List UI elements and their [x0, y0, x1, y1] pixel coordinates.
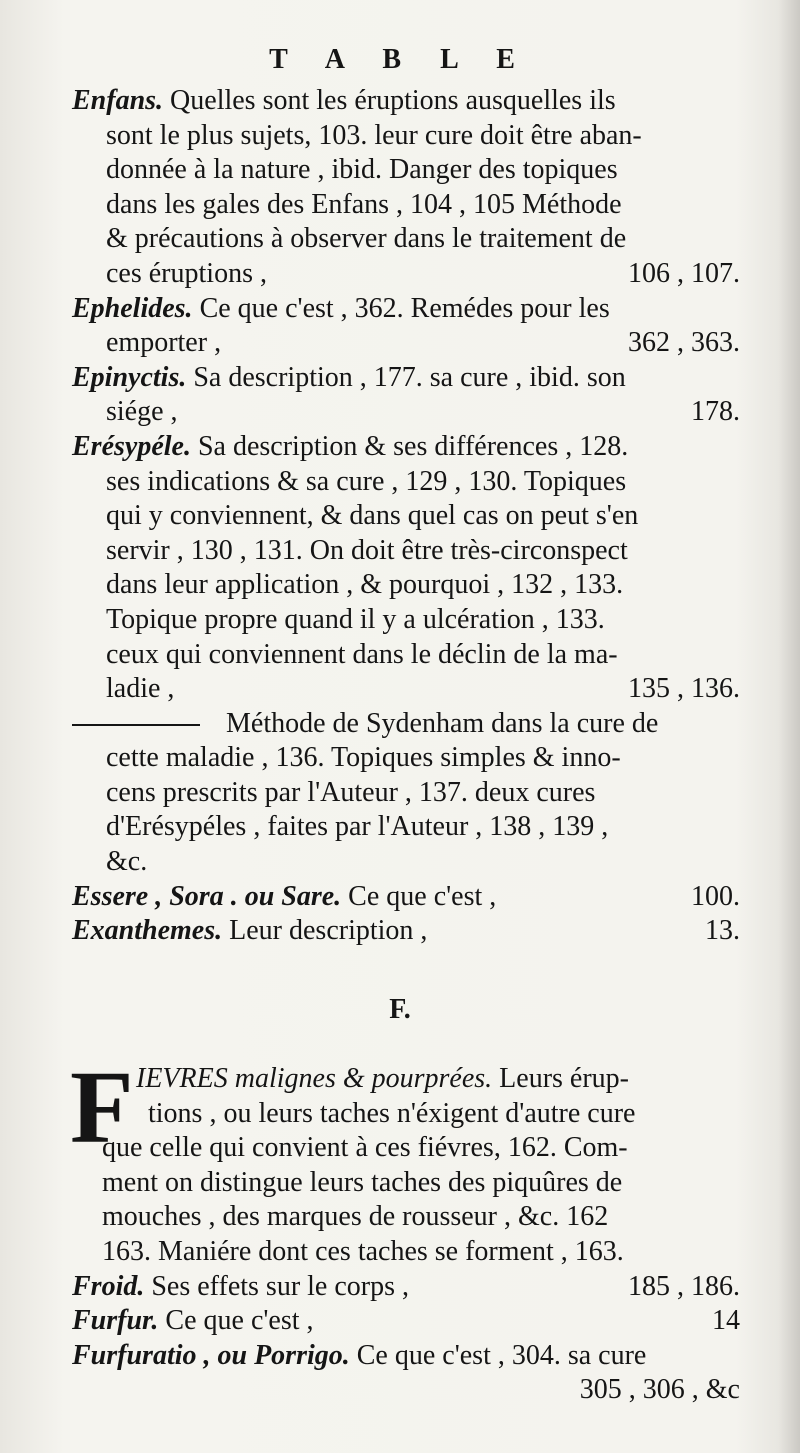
entry-text: Ses effets sur le corps , — [151, 1270, 410, 1302]
entry-line: Sa description , 177. sa cure , ibid. son — [193, 361, 626, 393]
entry-essere — [72, 880, 740, 915]
entry-line: Méthode de Sydenham dans la cure de — [226, 707, 659, 739]
page-ref: 185 , 186. — [628, 1270, 740, 1302]
entry-head: Exanthemes. — [72, 915, 223, 947]
index-entries — [72, 84, 740, 949]
entry-line: servir , 130 , 131. On doit être très-circonspect — [106, 534, 628, 566]
entry-line: Sa description & ses différences , 128. — [197, 430, 629, 462]
page-ref: 14 — [712, 1305, 740, 1337]
page-ref: 178. — [691, 396, 740, 428]
entry-line: &c. — [106, 846, 148, 878]
entry-line: que celle qui convient à ces fiévres, 162. Com- — [102, 1132, 628, 1164]
entry-text: Ce que c'est , — [165, 1305, 314, 1337]
entry-furfur — [72, 1304, 740, 1339]
entry-fievres — [70, 1050, 740, 1408]
entry-line: ment on distingue leurs taches des piquûres de — [102, 1166, 623, 1198]
entry-line: 163. Maniére dont ces taches se forment , 163. — [102, 1235, 624, 1267]
entry-line: cens prescrits par l'Auteur , 137. deux cures — [106, 776, 596, 808]
entry-line: ladie , — [106, 673, 175, 705]
entry-ephelides — [72, 292, 740, 327]
entry-line-final — [72, 326, 740, 361]
entry-line-final — [72, 672, 740, 707]
entry-exanthemes — [72, 914, 740, 949]
page-ref: 362 , 363. — [628, 327, 740, 359]
entry-line: donnée à la nature , ibid. Danger des topiques — [106, 154, 618, 186]
page-ref-final: 305 , 306 , &c — [579, 1374, 740, 1406]
entry-line: sont le plus sujets, 103. leur cure doit être aban- — [106, 119, 642, 151]
entry-line: qui y conviennent, & dans quel cas on peut s'en — [106, 500, 639, 532]
section-letter: F. — [389, 994, 411, 1025]
entry-head: Epinyctis. — [72, 361, 187, 393]
page-header: T A B L E — [269, 44, 531, 75]
entry-head: Furfur. — [72, 1305, 159, 1337]
entry-line: ses indications & sa cure , 129 , 130. Topiques — [106, 465, 627, 497]
entry-line: siége , — [106, 396, 178, 428]
entry-line: dans les gales des Enfans , 104 , 105 Méthode — [106, 188, 622, 220]
entry-line: emporter , — [106, 327, 222, 359]
entry-dash-continuation — [72, 707, 740, 742]
page-ref: 13. — [705, 915, 740, 947]
entry-head: Froid. — [72, 1270, 145, 1302]
entry-line: Topique propre quand il y a ulcération , 133. — [106, 603, 605, 635]
drop-cap: F — [70, 1050, 134, 1165]
entry-line — [72, 1062, 740, 1097]
entry-froid — [72, 1270, 740, 1305]
entry-head: IEVRES malignes & pourprées. — [136, 1063, 493, 1094]
entry-head: Ephelides. — [72, 292, 193, 324]
entry-enfans — [72, 84, 740, 119]
entry-head: Furfuratio , ou Porrigo. — [72, 1339, 350, 1371]
entry-text: Ce que c'est , 304. sa cure — [356, 1339, 647, 1371]
entry-text: Leur description , — [229, 915, 428, 947]
entry-line: Ce que c'est , 362. Remédes pour les — [199, 292, 610, 324]
entry-line: d'Erésypéles , faites par l'Auteur , 138 , 139 , — [106, 811, 609, 843]
entry-line-final — [72, 257, 740, 292]
entry-furfuratio — [72, 1339, 740, 1374]
page-ref: 100. — [691, 880, 740, 912]
entry-line: tions , ou leurs taches n'éxigent d'autre cure — [148, 1097, 636, 1129]
entry-line: & précautions à observer dans le traitement de — [106, 223, 627, 255]
entry-line: Leurs érup- — [499, 1063, 629, 1094]
entry-head: Essere , Sora . ou Sare. — [72, 880, 342, 912]
dash-rule — [72, 724, 200, 726]
entry-text: Ce que c'est , — [348, 880, 497, 912]
entry-line: mouches , des marques de rousseur , &c. 162 — [102, 1201, 609, 1233]
entry-eresypele — [72, 430, 740, 465]
entry-line: Quelles sont les éruptions ausquelles ils — [170, 85, 616, 116]
page-edge-shadow — [778, 0, 800, 1453]
page-ref: 135 , 136. — [628, 673, 740, 705]
entry-line: ces éruptions , — [106, 257, 267, 289]
entry-head: Enfans. — [72, 85, 164, 116]
entry-line: cette maladie , 136. Topiques simples & inno- — [106, 742, 621, 774]
entry-head: Erésypéle. — [72, 430, 191, 462]
page-ref: 106 , 107. — [628, 257, 740, 289]
entry-line: ceux qui conviennent dans le déclin de la ma- — [106, 638, 618, 670]
entry-line-final — [72, 395, 740, 430]
entry-epinyctis — [72, 361, 740, 396]
entry-line: dans leur application , & pourquoi , 132 , 133. — [106, 569, 624, 601]
